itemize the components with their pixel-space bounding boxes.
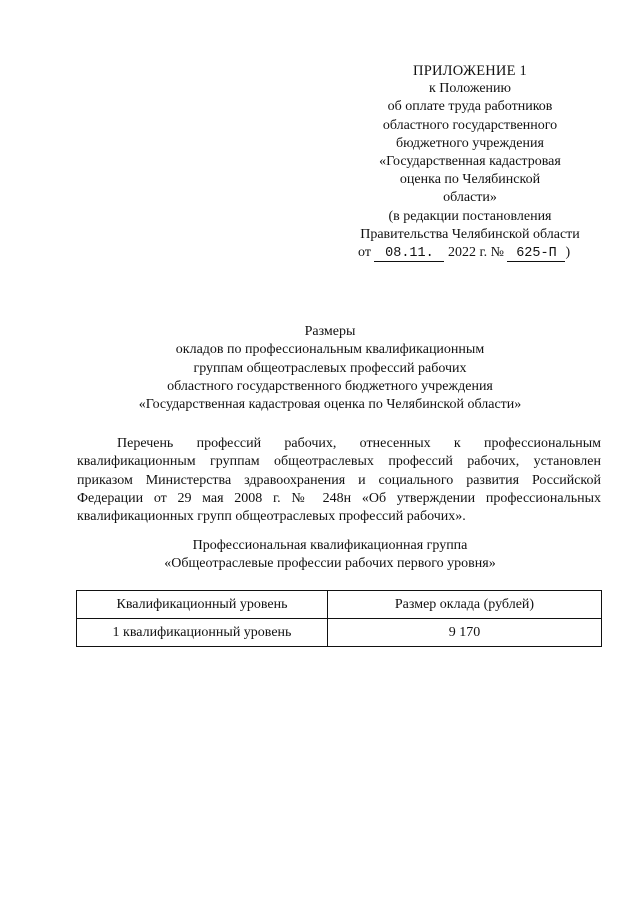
table-header-cell: Квалификационный уровень [77,591,328,619]
paragraph-line: Федерации от 29 мая 2008 г. № 248н «Об утверждении профессиональных [77,490,601,506]
appendix-line: Правительства Челябинской области [360,226,580,242]
table-row [77,619,602,647]
heading-title: Размеры [304,324,356,339]
heading-line: «Государственная кадастровая оценка по Челябинской области» [138,397,522,413]
table-cell: 1 квалификационный уровень [77,619,328,647]
order-number-sign: № [490,245,504,261]
order-year: 2022 г. [447,245,488,261]
appendix-line: к Положению [428,81,511,97]
order-number: 625-П [507,246,565,262]
paragraph-line: приказом Министерства здравоохранения и социального развития Российской [77,472,601,488]
appendix-line: «Государственная кадастровая [379,154,561,170]
heading-line: окладов по профессиональным квалификационным [175,342,485,358]
paragraph-line: квалификационным группам общеотраслевых профессий рабочих, установлен [77,454,601,470]
group-heading [60,537,600,574]
group-heading-line: «Общеотраслевые профессии рабочих первого уровня» [164,556,496,572]
document-heading [60,323,600,414]
paragraph-line: квалификационных групп общеотраслевых профессий рабочих». [77,509,466,525]
group-heading-line: Профессиональная квалификационная группа [192,538,468,553]
order-date: 08.11. [374,246,444,262]
appendix-line: бюджетного учреждения [396,135,544,151]
table-header-cell: Размер оклада (рублей) [327,591,601,619]
appendix-line: оценка по Челябинской [399,172,541,188]
appendix-line: областного государственного [382,117,558,133]
appendix-line: области» [443,190,497,206]
appendix-line: (в редакции постановления [388,208,552,224]
order-reference [340,244,600,262]
table-header-row [77,591,602,619]
table-cell: 9 170 [327,619,601,647]
order-prefix: от [358,245,371,261]
paragraph-line: Перечень профессий рабочих, отнесенных к профессиональным [117,436,601,451]
order-suffix: ) [565,245,571,261]
body-paragraph [77,435,601,526]
heading-line: областного государственного бюджетного учреждения [167,378,493,394]
appendix-line: об оплате труда работников [387,99,553,115]
heading-line: группам общеотраслевых профессий рабочих [193,360,467,376]
appendix-title: ПРИЛОЖЕНИЕ 1 [413,63,527,79]
salary-table [76,590,602,647]
appendix-block [340,62,600,262]
